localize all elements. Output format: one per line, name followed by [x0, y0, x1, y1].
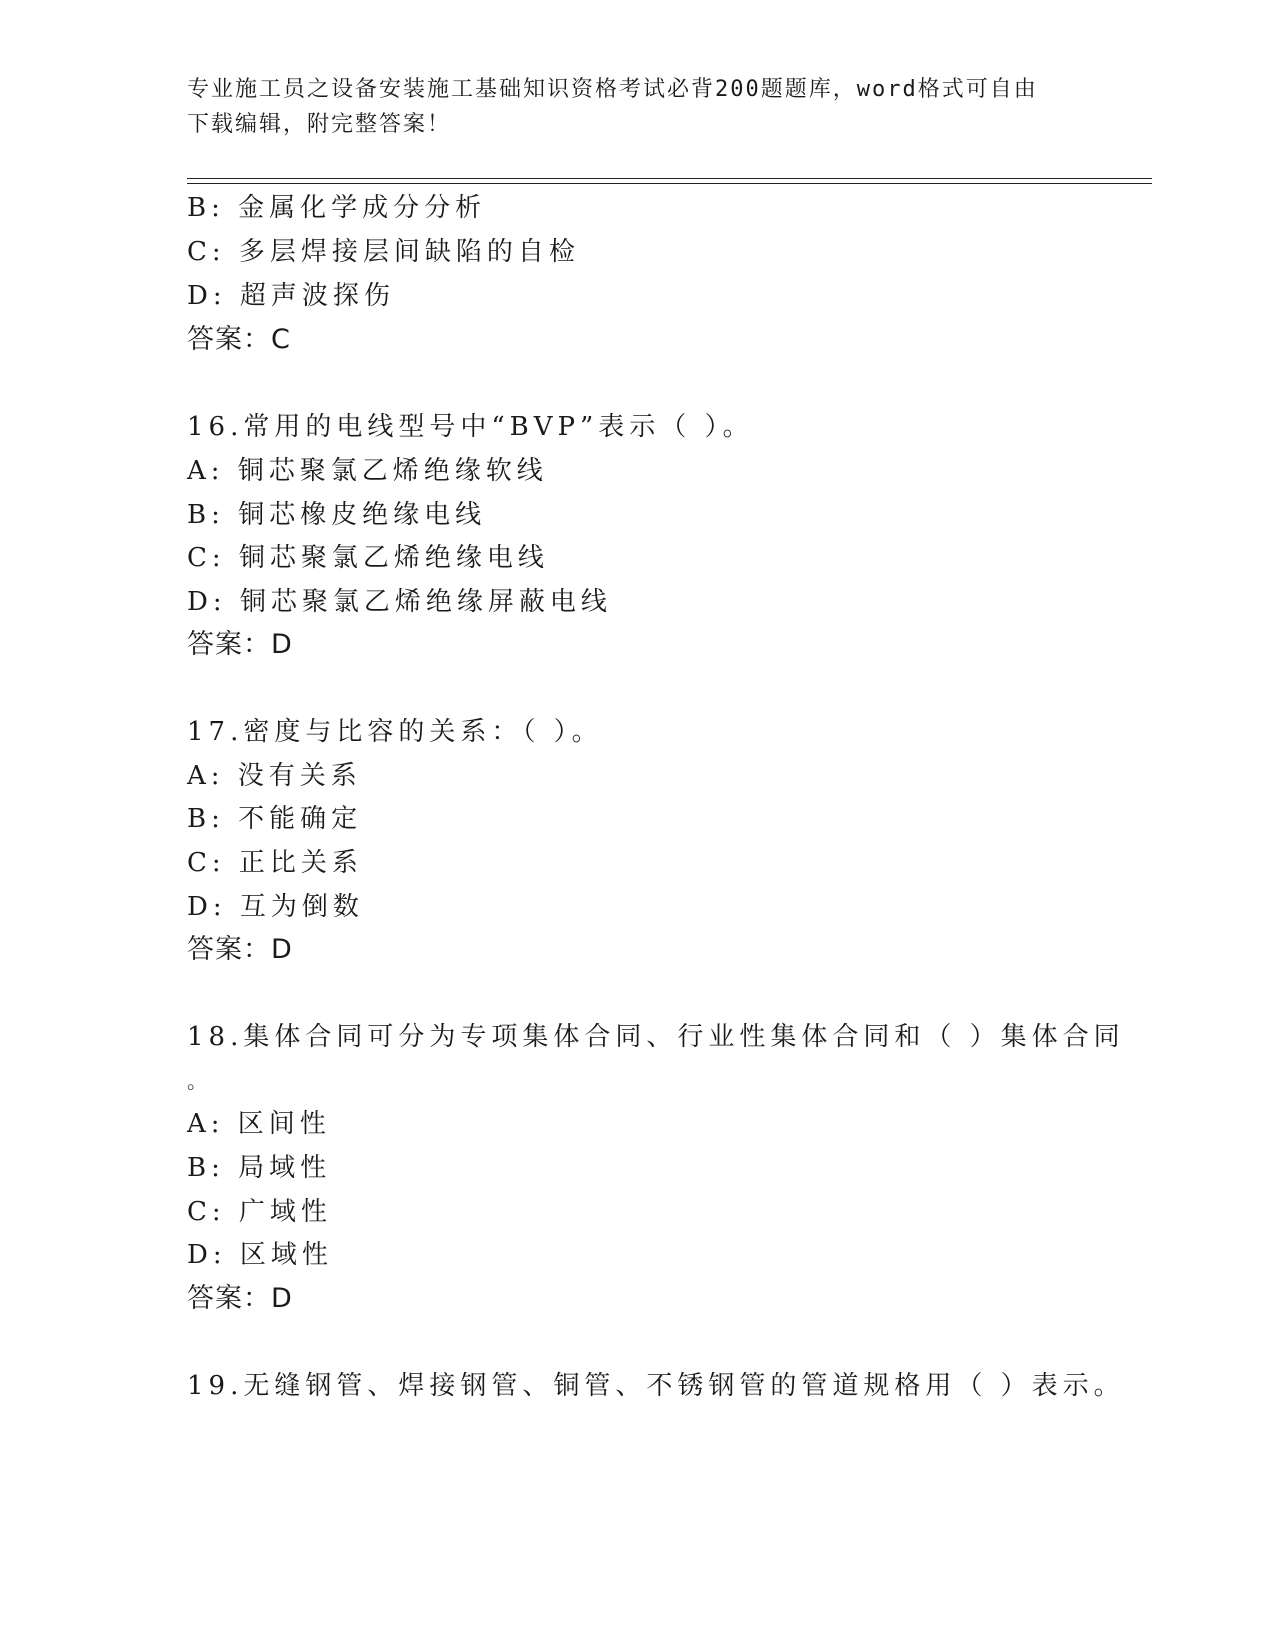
- q17-option-b: B: 不能确定: [187, 804, 363, 834]
- q16-option-d: D: 铜芯聚氯乙烯绝缘屏蔽电线: [187, 587, 612, 617]
- q17-option-d: D: 互为倒数: [187, 892, 364, 922]
- q15-option-b: B: 金属化学成分分析: [187, 193, 487, 223]
- header-divider-bottom: [187, 183, 1152, 184]
- q16-option-a: A: 铜芯聚氯乙烯绝缘软线: [187, 456, 548, 486]
- q16-answer: 答案：D: [187, 629, 293, 660]
- q18-option-c: C: 广域性: [187, 1197, 332, 1227]
- q17-option-c: C: 正比关系: [187, 848, 363, 878]
- header-title-line-1: 专业施工员之设备安装施工基础知识资格考试必背200题题库，word格式可自由: [187, 77, 1038, 102]
- q18-question-line-1: 18.集体合同可分为专项集体合同、行业性集体合同和（ ）集体合同: [187, 1022, 1125, 1052]
- q16-option-c: C: 铜芯聚氯乙烯绝缘电线: [187, 543, 549, 573]
- q18-option-b: B: 局域性: [187, 1153, 332, 1183]
- q15-answer: 答案：C: [187, 324, 291, 355]
- q17-question: 17.密度与比容的关系：（ ）。: [187, 717, 603, 747]
- q19-question: 19.无缝钢管、焊接钢管、铜管、不锈钢管的管道规格用（ ）表示。: [187, 1371, 1125, 1401]
- q17-option-a: A: 没有关系: [187, 761, 362, 791]
- q18-option-a: A: 区间性: [187, 1109, 331, 1139]
- document-header: [187, 72, 1067, 142]
- q17-answer: 答案：D: [187, 934, 293, 965]
- q18-option-d: D: 区域性: [187, 1240, 333, 1270]
- q15-option-c: C: 多层焊接层间缺陷的自检: [187, 237, 580, 267]
- q15-option-d: D: 超声波探伤: [187, 281, 395, 311]
- q18-answer: 答案：D: [187, 1283, 293, 1314]
- q16-option-b: B: 铜芯橡皮绝缘电线: [187, 500, 487, 530]
- header-title-line-2: 下载编辑，附完整答案！: [187, 112, 452, 137]
- header-divider-top: [187, 178, 1152, 179]
- q18-question-line-2: 。: [187, 1069, 212, 1093]
- q16-question: 16.常用的电线型号中“BVP”表示（ ）。: [187, 412, 754, 442]
